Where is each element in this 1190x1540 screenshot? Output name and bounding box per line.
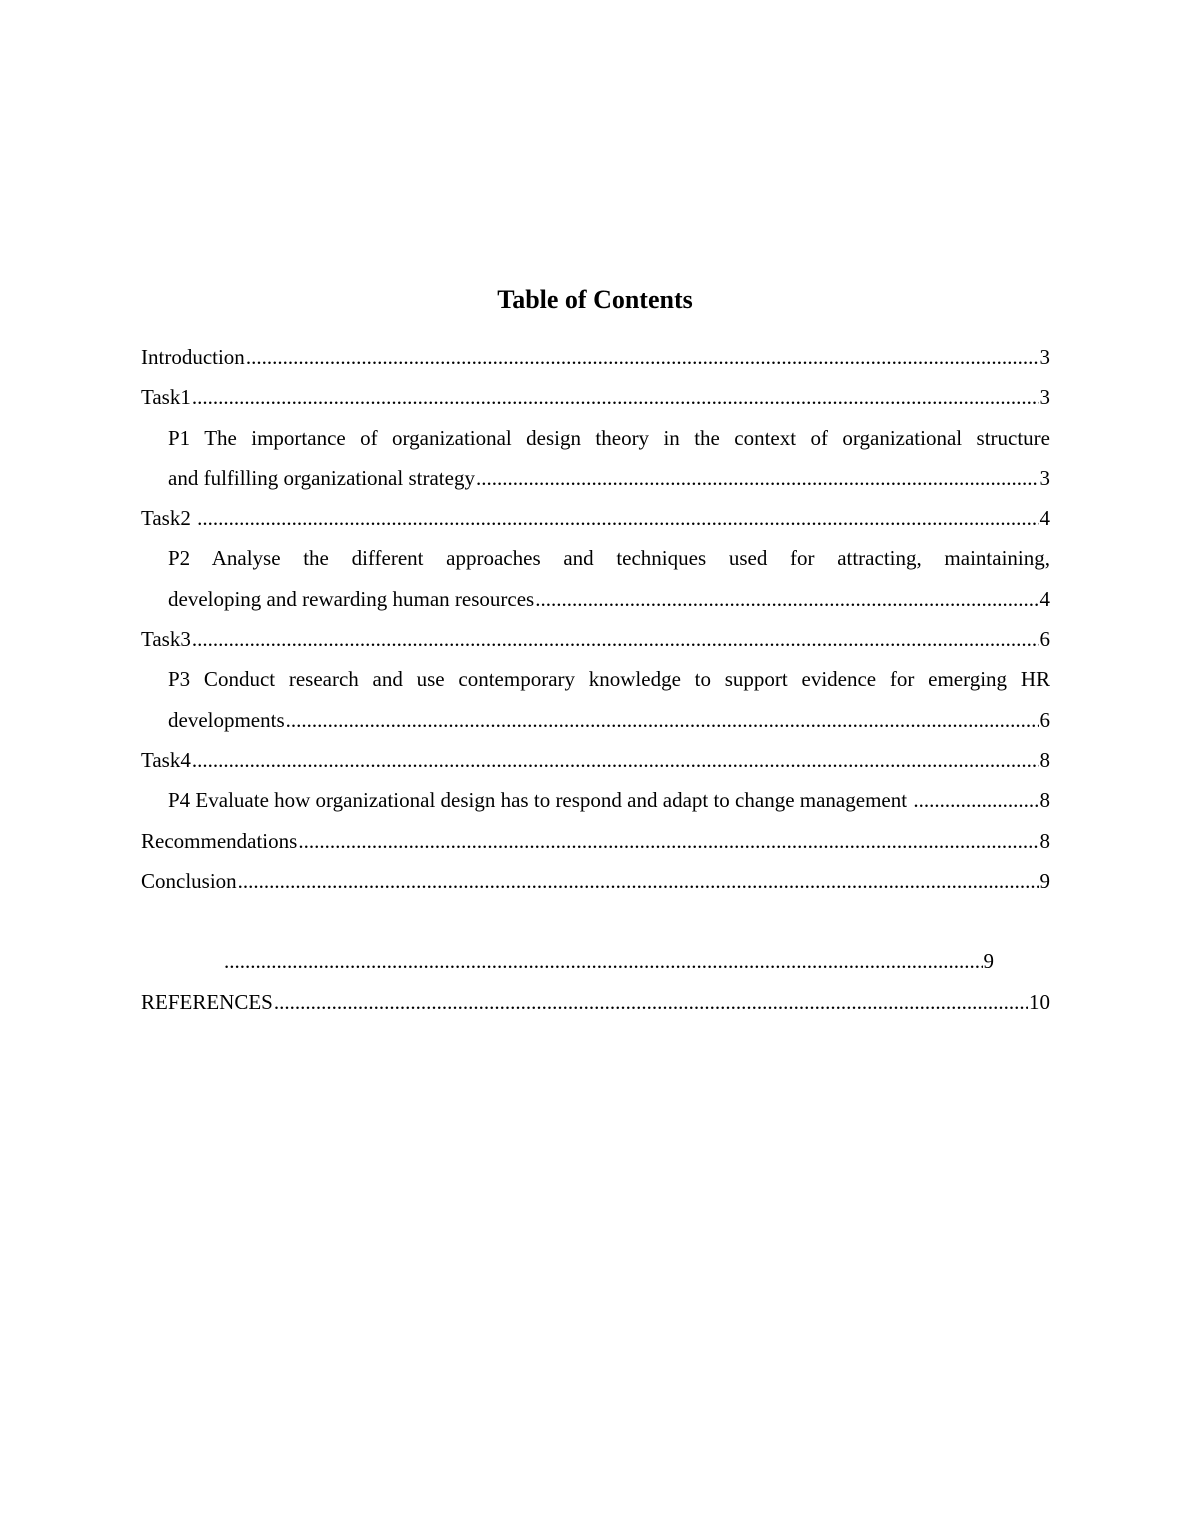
dot-leader	[913, 780, 1038, 820]
toc-entry-task2[interactable]	[141, 498, 1050, 538]
toc-entry-page: 3	[1039, 385, 1050, 410]
toc-entry-page: 3	[1039, 465, 1050, 490]
dot-leader	[246, 337, 1039, 377]
toc-entry-label: Task1	[141, 385, 191, 410]
toc-entry-p4[interactable]	[141, 780, 1050, 820]
dot-leader	[286, 700, 1039, 740]
toc-entry-label: Recommendations	[141, 828, 298, 853]
toc-entry-label-line1: P3 Conduct research and use contemporary knowledge to support evidence for emerging HR	[168, 667, 1050, 692]
dot-leader	[535, 579, 1038, 619]
toc-entry-p1[interactable]	[141, 418, 1050, 499]
toc-title: Table of Contents	[497, 285, 693, 314]
dot-leader	[224, 941, 983, 981]
toc-entry-page: 6	[1039, 707, 1050, 732]
toc-entry-label-line2: and fulfilling organizational strategy	[168, 465, 475, 490]
toc-list	[141, 337, 1050, 1022]
dot-leader	[192, 740, 1039, 780]
dot-leader	[298, 821, 1038, 861]
toc-entry-label-line1: P2 Analyse the different approaches and techniques used for attracting, maintaining,	[168, 546, 1050, 571]
toc-entry-unlabeled[interactable]	[141, 941, 1050, 981]
toc-entry-page: 9	[1039, 868, 1050, 893]
toc-entry-label: REFERENCES	[141, 989, 273, 1014]
toc-entry-introduction[interactable]	[141, 337, 1050, 377]
toc-entry-page: 10	[1029, 989, 1050, 1014]
toc-entry-label-line1: P1 The importance of organizational design theory in the context of organizational structure	[168, 425, 1050, 450]
toc-entry-task4[interactable]	[141, 740, 1050, 780]
toc-entry-page: 4	[1039, 586, 1050, 611]
dot-leader	[197, 498, 1038, 538]
toc-entry-page: 8	[1039, 828, 1050, 853]
toc-entry-label: Introduction	[141, 345, 245, 369]
toc-entry-page: 8	[1039, 747, 1050, 772]
toc-entry-label: Task4	[141, 747, 191, 772]
dot-leader	[238, 861, 1039, 901]
toc-entry-page: 6	[1039, 627, 1050, 652]
toc-entry-task1[interactable]	[141, 377, 1050, 417]
toc-entry-page: 3	[1039, 345, 1050, 369]
dot-leader	[274, 982, 1028, 1022]
toc-entry-label-line2: developing and rewarding human resources	[168, 586, 535, 611]
toc-entry-label: Task3	[141, 627, 191, 652]
dot-leader	[476, 458, 1039, 498]
toc-entry-references[interactable]	[141, 982, 1050, 1022]
toc-entry-label: Conclusion	[141, 868, 237, 893]
toc-entry-conclusion[interactable]	[141, 861, 1050, 901]
toc-entry-task3[interactable]	[141, 619, 1050, 659]
toc-entry-page: 9	[983, 949, 994, 974]
toc-entry-label: Task2	[141, 506, 197, 531]
toc-entry-label-line2: developments	[168, 707, 285, 732]
dot-leader	[192, 377, 1039, 417]
toc-entry-page: 8	[1039, 788, 1050, 813]
blank-line	[141, 901, 1050, 941]
toc-entry-p3[interactable]	[141, 659, 1050, 740]
toc-entry-label: P4 Evaluate how organizational design has to respond and adapt to change management	[168, 788, 913, 813]
toc-entry-p2[interactable]	[141, 538, 1050, 619]
dot-leader	[192, 619, 1039, 659]
toc-entry-page: 4	[1039, 506, 1050, 531]
toc-entry-recommendations[interactable]	[141, 821, 1050, 861]
